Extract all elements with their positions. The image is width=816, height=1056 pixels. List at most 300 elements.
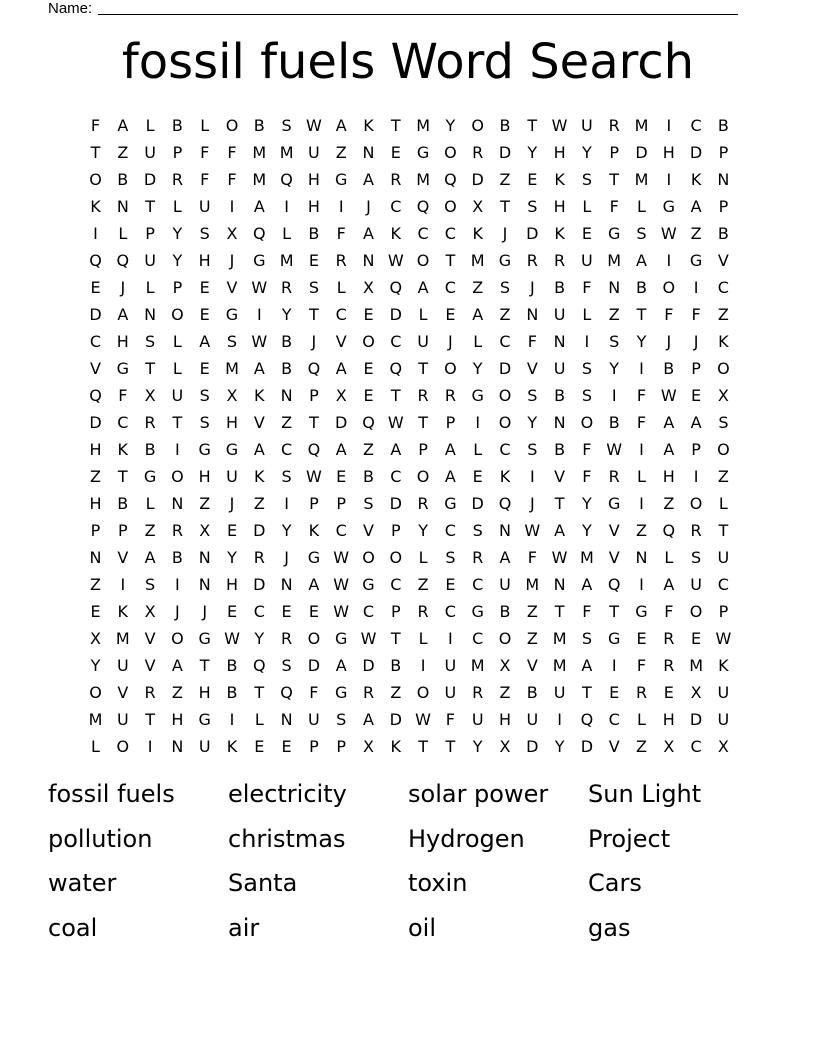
grid-letter[interactable]: L (582, 197, 592, 216)
grid-letter[interactable]: Q (389, 359, 403, 378)
grid-letter[interactable]: W (660, 224, 677, 243)
grid-letter[interactable]: P (418, 440, 428, 459)
grid-letter[interactable]: C (444, 278, 456, 297)
grid-letter[interactable]: I (175, 575, 180, 594)
grid-letter[interactable]: E (609, 683, 620, 702)
grid-letter[interactable]: E (199, 305, 210, 324)
grid-letter[interactable]: L (172, 359, 182, 378)
grid-letter[interactable]: E (281, 602, 292, 621)
grid-letter[interactable]: A (171, 656, 183, 675)
grid-letter[interactable]: S (145, 332, 156, 351)
grid-letter[interactable]: N (553, 575, 566, 594)
grid-letter[interactable]: Q (280, 683, 293, 702)
grid-letter[interactable]: P (609, 143, 620, 162)
grid-letter[interactable]: U (471, 710, 484, 729)
grid-letter[interactable]: R (472, 548, 484, 567)
grid-letter[interactable]: K (117, 440, 129, 459)
grid-letter[interactable]: F (227, 143, 237, 162)
grid-letter[interactable]: U (499, 575, 511, 594)
grid-letter[interactable]: U (308, 710, 320, 729)
grid-letter[interactable]: N (198, 575, 211, 594)
grid-letter[interactable]: A (363, 224, 374, 243)
grid-letter[interactable]: A (663, 413, 675, 432)
grid-letter[interactable]: J (529, 494, 535, 513)
grid-letter[interactable]: X (499, 656, 511, 675)
grid-letter[interactable]: O (116, 737, 130, 756)
grid-letter[interactable]: A (335, 656, 347, 675)
grid-letter[interactable]: P (691, 359, 701, 378)
grid-letter[interactable]: Y (281, 305, 292, 324)
grid-letter[interactable]: A (144, 548, 156, 567)
grid-letter[interactable]: M (689, 656, 703, 675)
grid-letter[interactable]: D (389, 710, 402, 729)
grid-letter[interactable]: P (691, 440, 701, 459)
grid-letter[interactable]: H (553, 197, 566, 216)
grid-letter[interactable]: U (581, 251, 593, 270)
grid-letter[interactable]: X (144, 386, 156, 405)
grid-letter[interactable]: Z (636, 737, 647, 756)
grid-letter[interactable]: O (225, 116, 239, 135)
grid-letter[interactable]: T (609, 602, 620, 621)
grid-letter[interactable]: T (418, 359, 428, 378)
grid-letter[interactable]: C (335, 521, 347, 540)
grid-letter[interactable]: I (611, 656, 617, 675)
grid-letter[interactable]: R (362, 683, 375, 702)
grid-letter[interactable]: S (336, 710, 347, 729)
grid-letter[interactable]: B (281, 359, 293, 378)
grid-letter[interactable]: E (691, 386, 702, 405)
grid-letter[interactable]: G (471, 386, 484, 405)
grid-letter[interactable]: Z (335, 143, 347, 162)
grid-letter[interactable]: L (91, 737, 100, 756)
grid-letter[interactable]: U (226, 467, 238, 486)
grid-letter[interactable]: T (554, 494, 565, 513)
grid-letter[interactable]: U (116, 656, 129, 675)
grid-letter[interactable]: S (581, 629, 592, 648)
grid-letter[interactable]: G (416, 143, 430, 162)
grid-letter[interactable]: N (553, 413, 566, 432)
grid-letter[interactable]: E (90, 278, 101, 297)
grid-letter[interactable]: S (145, 575, 156, 594)
grid-letter[interactable]: E (691, 629, 702, 648)
grid-letter[interactable]: E (199, 278, 210, 297)
grid-letter[interactable]: C (444, 521, 456, 540)
grid-letter[interactable]: L (637, 710, 646, 729)
grid-letter[interactable]: V (717, 251, 729, 270)
grid-letter[interactable]: Z (717, 305, 729, 324)
grid-letter[interactable]: Y (527, 413, 538, 432)
grid-letter[interactable]: C (335, 305, 347, 324)
grid-letter[interactable]: D (498, 143, 512, 162)
grid-letter[interactable]: T (254, 683, 265, 702)
grid-letter[interactable]: C (499, 332, 511, 351)
grid-letter[interactable]: P (309, 494, 319, 513)
grid-letter[interactable]: D (253, 521, 266, 540)
grid-letter[interactable]: H (662, 143, 675, 162)
grid-letter[interactable]: F (90, 116, 101, 135)
grid-letter[interactable]: P (336, 737, 347, 756)
grid-letter[interactable]: B (253, 116, 265, 135)
grid-letter[interactable]: B (499, 116, 511, 135)
grid-letter[interactable]: B (281, 332, 293, 351)
grid-letter[interactable]: O (717, 440, 730, 459)
grid-letter[interactable]: I (666, 170, 672, 189)
grid-letter[interactable]: Y (582, 521, 592, 540)
grid-letter[interactable]: O (444, 197, 457, 216)
grid-letter[interactable]: T (636, 305, 647, 324)
grid-letter[interactable]: F (609, 197, 619, 216)
grid-letter[interactable]: H (307, 197, 320, 216)
grid-letter[interactable]: J (202, 602, 208, 621)
grid-letter[interactable]: O (444, 143, 457, 162)
grid-letter[interactable]: B (717, 116, 729, 135)
grid-letter[interactable]: V (363, 521, 374, 540)
grid-letter[interactable]: E (636, 629, 647, 648)
grid-letter[interactable]: J (175, 602, 180, 621)
grid-letter[interactable]: C (690, 737, 702, 756)
grid-letter[interactable]: R (663, 629, 675, 648)
grid-letter[interactable]: L (282, 224, 292, 243)
grid-letter[interactable]: D (362, 656, 375, 675)
grid-letter[interactable]: J (229, 494, 235, 513)
grid-letter[interactable]: O (498, 386, 512, 405)
grid-letter[interactable]: U (717, 710, 730, 729)
grid-letter[interactable]: I (666, 116, 672, 135)
grid-letter[interactable]: E (527, 170, 538, 189)
grid-letter[interactable]: G (334, 170, 348, 189)
grid-letter[interactable]: A (690, 197, 702, 216)
grid-letter[interactable]: O (444, 359, 457, 378)
grid-letter[interactable]: S (636, 224, 647, 243)
grid-letter[interactable]: J (311, 332, 317, 351)
grid-letter[interactable]: A (390, 440, 402, 459)
grid-letter[interactable]: C (608, 710, 620, 729)
grid-letter[interactable]: H (171, 710, 184, 729)
grid-letter[interactable]: T (309, 305, 319, 324)
grid-letter[interactable]: L (637, 197, 646, 216)
grid-letter[interactable]: B (308, 224, 320, 243)
grid-letter[interactable]: B (171, 548, 183, 567)
grid-letter[interactable]: Y (582, 494, 592, 513)
grid-letter[interactable]: Y (527, 143, 538, 162)
grid-letter[interactable]: C (362, 602, 375, 621)
grid-letter[interactable]: H (498, 710, 512, 729)
grid-letter[interactable]: D (89, 413, 102, 432)
grid-letter[interactable]: C (89, 332, 102, 351)
grid-letter[interactable]: A (308, 575, 320, 594)
grid-letter[interactable]: X (226, 224, 238, 243)
grid-letter[interactable]: P (309, 737, 319, 756)
grid-letter[interactable]: W (524, 521, 541, 540)
grid-letter[interactable]: M (607, 251, 622, 270)
grid-letter[interactable]: U (717, 548, 730, 567)
grid-letter[interactable]: N (198, 548, 211, 567)
grid-letter[interactable]: D (471, 170, 484, 189)
grid-letter[interactable]: T (172, 413, 183, 432)
grid-letter[interactable]: V (253, 413, 265, 432)
grid-letter[interactable]: A (363, 170, 374, 189)
grid-letter[interactable]: S (527, 386, 538, 405)
grid-letter[interactable]: B (117, 170, 129, 189)
grid-letter[interactable]: R (472, 143, 484, 162)
grid-letter[interactable]: E (308, 251, 319, 270)
grid-letter[interactable]: Z (663, 494, 675, 513)
grid-letter[interactable]: C (444, 602, 456, 621)
grid-letter[interactable]: U (444, 683, 457, 702)
grid-letter[interactable]: Z (499, 305, 511, 324)
grid-letter[interactable]: U (171, 386, 184, 405)
grid-letter[interactable]: K (254, 467, 265, 486)
grid-letter[interactable]: C (390, 467, 402, 486)
grid-letter[interactable]: H (89, 494, 102, 513)
grid-letter[interactable]: R (417, 494, 429, 513)
grid-letter[interactable]: M (279, 143, 294, 162)
grid-letter[interactable]: T (390, 386, 401, 405)
grid-letter[interactable]: F (636, 656, 647, 675)
grid-letter[interactable]: X (690, 683, 702, 702)
grid-letter[interactable]: G (334, 629, 348, 648)
grid-letter[interactable]: B (117, 494, 129, 513)
grid-letter[interactable]: X (472, 197, 484, 216)
grid-letter[interactable]: A (117, 305, 129, 324)
grid-letter[interactable]: C (717, 278, 729, 297)
grid-letter[interactable]: E (390, 143, 401, 162)
grid-letter[interactable]: J (529, 278, 535, 297)
grid-letter[interactable]: S (527, 197, 538, 216)
grid-letter[interactable]: L (172, 332, 182, 351)
grid-letter[interactable]: Q (280, 170, 293, 189)
grid-letter[interactable]: H (662, 710, 675, 729)
grid-letter[interactable]: D (498, 359, 512, 378)
grid-letter[interactable]: V (608, 737, 620, 756)
grid-letter[interactable]: P (390, 521, 401, 540)
grid-letter[interactable]: Z (117, 143, 129, 162)
grid-letter[interactable]: Y (254, 629, 265, 648)
grid-letter[interactable]: V (608, 521, 620, 540)
grid-letter[interactable]: A (499, 548, 511, 567)
grid-letter[interactable]: E (308, 602, 319, 621)
grid-letter[interactable]: H (198, 467, 211, 486)
grid-letter[interactable]: F (582, 440, 592, 459)
grid-letter[interactable]: Z (199, 494, 211, 513)
grid-letter[interactable]: T (445, 737, 456, 756)
grid-letter[interactable]: O (171, 467, 184, 486)
grid-letter[interactable]: R (444, 386, 456, 405)
grid-letter[interactable]: A (253, 359, 265, 378)
grid-letter[interactable]: L (664, 548, 674, 567)
grid-letter[interactable]: V (608, 548, 620, 567)
grid-letter[interactable]: S (718, 413, 729, 432)
grid-letter[interactable]: Z (144, 521, 156, 540)
grid-letter[interactable]: K (499, 467, 511, 486)
grid-letter[interactable]: N (499, 521, 511, 540)
grid-letter[interactable]: N (280, 386, 293, 405)
grid-letter[interactable]: T (145, 710, 155, 729)
grid-letter[interactable]: B (171, 116, 183, 135)
grid-letter[interactable]: Z (253, 494, 265, 513)
grid-letter[interactable]: K (554, 224, 565, 243)
grid-letter[interactable]: N (362, 143, 375, 162)
grid-letter[interactable]: L (418, 305, 428, 324)
grid-letter[interactable]: R (635, 683, 648, 702)
grid-letter[interactable]: A (472, 305, 484, 324)
grid-letter[interactable]: M (552, 656, 567, 675)
grid-letter[interactable]: K (254, 386, 265, 405)
grid-letter[interactable]: U (198, 197, 211, 216)
grid-letter[interactable]: V (226, 278, 238, 297)
grid-letter[interactable]: L (145, 494, 155, 513)
grid-letter[interactable]: M (579, 548, 594, 567)
grid-letter[interactable]: Y (445, 116, 456, 135)
grid-letter[interactable]: F (200, 170, 210, 189)
grid-letter[interactable]: O (662, 278, 676, 297)
grid-letter[interactable]: R (608, 116, 620, 135)
grid-letter[interactable]: I (557, 710, 562, 729)
grid-letter[interactable]: P (445, 413, 456, 432)
grid-letter[interactable]: L (718, 494, 728, 513)
grid-letter[interactable]: L (145, 116, 155, 135)
grid-letter[interactable]: B (499, 602, 511, 621)
grid-letter[interactable]: O (307, 629, 321, 648)
grid-letter[interactable]: G (253, 251, 266, 270)
grid-letter[interactable]: U (690, 575, 702, 594)
grid-letter[interactable]: J (366, 197, 371, 216)
grid-letter[interactable]: G (334, 683, 348, 702)
grid-letter[interactable]: X (144, 602, 156, 621)
grid-letter[interactable]: J (448, 332, 453, 351)
grid-letter[interactable]: Y (172, 224, 183, 243)
grid-letter[interactable]: V (335, 332, 347, 351)
grid-letter[interactable]: T (199, 656, 210, 675)
grid-letter[interactable]: F (445, 710, 455, 729)
grid-letter[interactable]: Y (636, 332, 647, 351)
grid-letter[interactable]: E (281, 737, 292, 756)
grid-letter[interactable]: Y (418, 521, 428, 540)
grid-letter[interactable]: A (253, 440, 265, 459)
grid-letter[interactable]: O (416, 683, 430, 702)
grid-letter[interactable]: H (225, 413, 239, 432)
grid-letter[interactable]: L (118, 224, 128, 243)
grid-letter[interactable]: P (718, 197, 729, 216)
grid-letter[interactable]: K (226, 737, 238, 756)
grid-letter[interactable]: Z (417, 575, 429, 594)
grid-letter[interactable]: N (89, 548, 102, 567)
grid-letter[interactable]: G (307, 548, 321, 567)
grid-letter[interactable]: M (470, 656, 485, 675)
grid-letter[interactable]: D (689, 710, 703, 729)
grid-letter[interactable]: Y (281, 521, 292, 540)
grid-letter[interactable]: S (281, 467, 292, 486)
grid-letter[interactable]: D (689, 143, 703, 162)
grid-letter[interactable]: S (527, 440, 538, 459)
grid-letter[interactable]: F (336, 224, 346, 243)
grid-letter[interactable]: S (226, 332, 238, 351)
grid-letter[interactable]: W (224, 629, 240, 648)
grid-letter[interactable]: Q (116, 251, 130, 270)
grid-letter[interactable]: N (362, 251, 375, 270)
grid-letter[interactable]: R (281, 629, 293, 648)
grid-letter[interactable]: C (717, 575, 729, 594)
grid-letter[interactable]: K (308, 521, 320, 540)
grid-letter[interactable]: P (145, 224, 155, 243)
grid-letter[interactable]: D (635, 143, 648, 162)
grid-letter[interactable]: E (199, 359, 210, 378)
grid-letter[interactable]: N (526, 305, 539, 324)
grid-letter[interactable]: V (90, 359, 101, 378)
grid-letter[interactable]: T (418, 737, 428, 756)
grid-letter[interactable]: I (229, 710, 235, 729)
grid-letter[interactable]: W (551, 116, 568, 135)
letter-grid[interactable] (82, 112, 740, 760)
grid-letter[interactable]: E (90, 602, 101, 621)
grid-letter[interactable]: S (281, 116, 292, 135)
grid-letter[interactable]: G (198, 440, 211, 459)
grid-letter[interactable]: R (554, 251, 566, 270)
grid-letter[interactable]: Y (582, 143, 592, 162)
grid-letter[interactable]: U (553, 359, 566, 378)
grid-letter[interactable]: L (473, 332, 483, 351)
grid-letter[interactable]: V (144, 629, 156, 648)
grid-letter[interactable]: X (363, 278, 374, 297)
grid-letter[interactable]: Y (172, 251, 183, 270)
grid-letter[interactable]: T (500, 197, 510, 216)
grid-letter[interactable]: H (89, 440, 102, 459)
grid-letter[interactable]: R (253, 548, 265, 567)
grid-letter[interactable]: U (144, 251, 156, 270)
grid-letter[interactable]: S (472, 521, 483, 540)
grid-letter[interactable]: T (90, 143, 101, 162)
grid-letter[interactable]: P (90, 521, 101, 540)
grid-letter[interactable]: D (307, 656, 321, 675)
grid-letter[interactable]: D (335, 413, 348, 432)
grid-letter[interactable]: V (526, 656, 538, 675)
grid-letter[interactable]: P (172, 278, 183, 297)
grid-letter[interactable]: K (363, 116, 374, 135)
grid-letter[interactable]: N (635, 548, 648, 567)
grid-letter[interactable]: M (552, 629, 567, 648)
grid-letter[interactable]: S (609, 332, 620, 351)
grid-letter[interactable]: G (225, 305, 239, 324)
grid-letter[interactable]: H (198, 251, 211, 270)
grid-letter[interactable]: I (284, 197, 289, 216)
grid-letter[interactable]: N (280, 710, 293, 729)
grid-letter[interactable]: N (144, 305, 157, 324)
grid-letter[interactable]: Y (554, 737, 565, 756)
grid-letter[interactable]: O (717, 359, 730, 378)
grid-letter[interactable]: Q (389, 278, 403, 297)
grid-letter[interactable]: Q (307, 359, 321, 378)
grid-letter[interactable]: B (608, 413, 620, 432)
grid-letter[interactable]: A (663, 440, 675, 459)
grid-letter[interactable]: G (471, 602, 484, 621)
grid-letter[interactable]: T (582, 683, 592, 702)
grid-letter[interactable]: U (717, 683, 730, 702)
grid-letter[interactable]: C (390, 575, 402, 594)
grid-letter[interactable]: E (254, 737, 265, 756)
grid-letter[interactable]: B (717, 224, 729, 243)
grid-letter[interactable]: M (88, 710, 103, 729)
grid-letter[interactable]: E (663, 683, 674, 702)
grid-letter[interactable]: A (199, 332, 211, 351)
grid-letter[interactable]: X (363, 737, 374, 756)
grid-letter[interactable]: O (362, 548, 375, 567)
grid-letter[interactable]: Q (580, 710, 594, 729)
grid-letter[interactable]: L (637, 467, 646, 486)
grid-letter[interactable]: G (362, 575, 375, 594)
grid-letter[interactable]: U (198, 737, 211, 756)
grid-letter[interactable]: O (498, 413, 512, 432)
grid-letter[interactable]: S (691, 548, 702, 567)
